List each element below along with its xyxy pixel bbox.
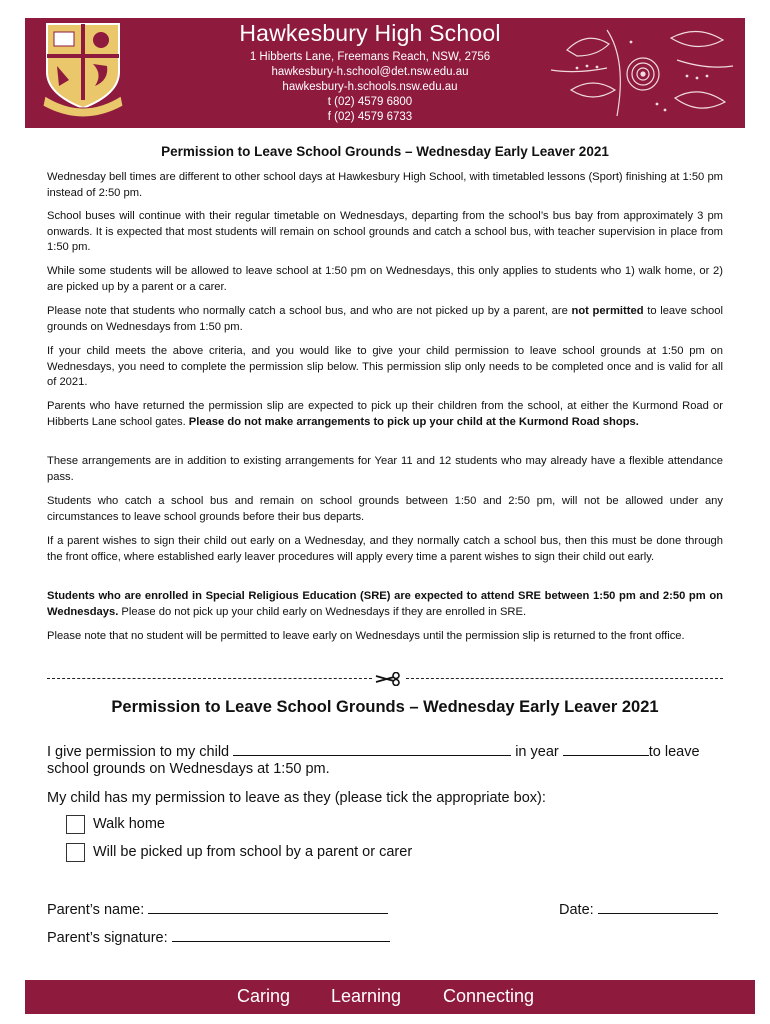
slip-title: Permission to Leave School Grounds – Wednesday Early Leaver 2021 — [111, 698, 659, 716]
letterhead — [25, 18, 745, 128]
cut-line — [47, 672, 723, 686]
text-segment: Please note that students who normally catch a school bus, and who are not picked up by a parent, are — [47, 305, 572, 317]
paragraph-pickup — [47, 399, 723, 430]
text-segment: to leave school grounds on Wednesdays from 1:50 pm. — [47, 305, 723, 333]
bold-segment: not permitted — [571, 305, 644, 317]
picked-up-checkbox[interactable] — [66, 843, 85, 862]
signature-label: Parent’s signature: — [47, 930, 168, 946]
paragraph-sre — [47, 589, 723, 620]
paragraph-sign-out: If a parent wishes to sign their child out early on a Wednesday, and they normally catch a school bus, then this must be done through the front office, where established early leaver procedures will apply every time a parent wishes to sign their child out early. — [47, 535, 723, 563]
date-row — [559, 900, 718, 919]
school-email[interactable]: hawkesbury-h.school@det.nsw.edu.au — [271, 66, 469, 78]
to-leave-text: to leave — [648, 744, 700, 760]
paragraph-bell-times: Wednesday bell times are different to other school days at Hawkesbury High School, with timetabled lessons (Sport) finishing at 1:50 pm instead of 2:50 pm. — [47, 171, 723, 199]
school-address: 1 Hibberts Lane, Freemans Reach, NSW, 2756 — [249, 51, 491, 63]
parent-name-row — [47, 900, 388, 919]
permission-line-2: school grounds on Wednesdays at 1:50 pm. — [47, 761, 330, 777]
paragraph-eligibility: While some students will be allowed to leave school at 1:50 pm on Wednesdays, this only applies to students who 1) walk home, or 2) are picked up by a parent or a carer. — [47, 265, 723, 293]
paragraph-bus-students: Students who catch a school bus and remain on school grounds between 1:50 and 2:50 pm, will not be allowed under any circumstances to leave school grounds before their bus departs. — [47, 495, 723, 523]
tick-prompt: My child has my permission to leave as they (please tick the appropriate box): — [47, 790, 546, 806]
signature-row — [47, 928, 390, 947]
parent-name-label: Parent’s name: — [47, 902, 145, 918]
scissors-icon — [374, 672, 404, 686]
school-name: Hawkesbury High School — [239, 20, 501, 46]
aboriginal-artwork — [547, 20, 737, 124]
paragraph-not-permitted — [47, 304, 723, 335]
bold-segment: Please do not make arrangements to pick up your child at the Kurmond Road shops. — [188, 415, 639, 428]
footer-learning: Learning — [331, 986, 402, 1006]
text-segment: Please do not pick up your child early on Wednesdays if they are enrolled in SRE. — [118, 605, 527, 618]
footer-connecting: Connecting — [443, 986, 535, 1006]
footer-banner — [25, 980, 755, 1014]
footer-caring: Caring — [237, 986, 291, 1006]
year-label: in year — [515, 744, 559, 760]
paragraph-buses: School buses will continue with their regular timetable on Wednesdays, departing from the school’s bus bay from approximately 3 pm onwards. It is expected that most students will remain on school grounds and catch a school bus, with teacher supervision in place from 1:50 pm. — [47, 210, 723, 253]
child-name-field[interactable] — [233, 742, 511, 756]
picked-up-label: Will be picked up from school by a parent or carer — [93, 844, 413, 860]
document-title: Permission to Leave School Grounds – Wednesday Early Leaver 2021 — [161, 144, 609, 159]
year-field[interactable] — [563, 742, 649, 756]
dashed-rule-left — [47, 678, 372, 679]
permission-line — [47, 742, 700, 761]
paragraph-front-office: Please note that no student will be permitted to leave early on Wednesdays until the permission slip is returned to the front office. — [47, 630, 685, 642]
paragraph-year-11-12: These arrangements are in addition to existing arrangements for Year 11 and 12 students who may already have a flexible attendance pass. — [47, 455, 723, 483]
date-field[interactable] — [598, 900, 718, 914]
date-label: Date: — [559, 902, 594, 918]
school-crest-logo — [37, 20, 129, 124]
paragraph-permission-slip: If your child meets the above criteria, and you would like to give your child permission to leave school grounds at 1:50 pm on Wednesdays, you need to complete the permission slip below. This permission slip only needs to be completed once and is valid for all of 2021. — [47, 345, 723, 388]
bold-segment: Students who are enrolled in Special Religious Education (SRE) are expected to attend SRE between 1:50 pm and 2:50 pm on Wednesdays. — [47, 590, 723, 618]
school-fax: f (02) 4579 6733 — [327, 111, 413, 123]
walk-home-checkbox[interactable] — [66, 815, 85, 834]
dashed-rule-right — [406, 678, 723, 679]
parent-name-field[interactable] — [148, 900, 388, 914]
school-phone: t (02) 4579 6800 — [327, 96, 413, 108]
walk-home-label: Walk home — [93, 816, 165, 832]
permission-text: I give permission to my child — [47, 744, 230, 760]
signature-field[interactable] — [172, 928, 390, 942]
text-segment: Parents who have returned the permission slip are expected to pick up their children from the school, at either the Kurmond Road or Hibberts Lane school gates. — [47, 400, 723, 428]
school-website[interactable]: hawkesbury-h.schools.nsw.edu.au — [282, 81, 458, 93]
